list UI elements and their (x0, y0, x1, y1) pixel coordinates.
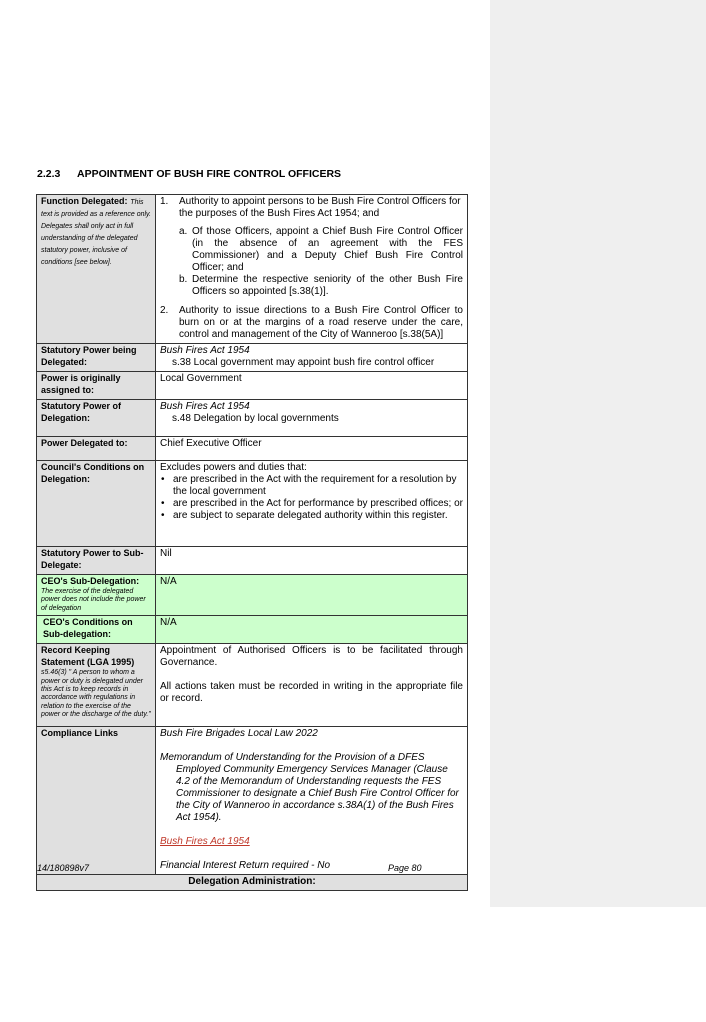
power-of-delegation-act: Bush Fires Act 1954 (160, 401, 250, 412)
ceo-conditions-label: CEO's Conditions on Sub-delegation: (43, 617, 133, 640)
compliance-financial: Financial Interest Return required - No (160, 860, 331, 872)
power-of-delegation-label: Statutory Power of Delegation: (41, 401, 122, 423)
table-row (37, 727, 468, 875)
function-note: This text is provided as a reference only. Delegates shall only act in full understanding of the delegated statutory power, inclusive of conditions [see below]. (41, 199, 151, 266)
compliance-local-law: Bush Fire Brigades Local Law 2022 (160, 728, 318, 740)
statutory-power-label: Statutory Power being Delegated: (41, 345, 137, 367)
statutory-power-section: s.38 Local government may appoint bush fire control officer (172, 357, 435, 368)
record-keeping-para-1: Appointment of Authorised Officers is to be facilitated through Governance. (160, 645, 463, 669)
record-keeping-note: s5.46(3) " A person to whom a power or duty is delegated under this Act is to keep records in accordance with regulations in relation to the exercise of the power or the discharge of the duty." (41, 669, 151, 719)
statutory-power-act: Bush Fires Act 1954 (160, 345, 250, 356)
table-row (37, 437, 468, 461)
power-of-delegation-section: s.48 Delegation by local governments (172, 413, 339, 424)
table-row (37, 644, 468, 727)
ceo-sub-delegation-label: CEO's Sub-Delegation: (41, 576, 140, 586)
ceo-sub-delegation-note: The exercise of the delegated power does not include the power of delegation (41, 588, 146, 612)
list-item: • are prescribed in the Act with the requirement for a resolution by the local government (172, 474, 463, 498)
table-row (37, 344, 468, 372)
list-item: • are subject to separate delegated authority within this register. (172, 510, 463, 522)
table-row (37, 616, 468, 644)
compliance-links-label: Compliance Links (41, 728, 119, 739)
section-heading (37, 168, 341, 180)
comment-pane (490, 0, 706, 907)
page-number: Page 80 (388, 863, 422, 873)
power-delegated-to-value: Chief Executive Officer (156, 437, 468, 461)
compliance-mou: Memorandum of Understanding for the Provision of a DFES Employed Community Emergency Services Manager (Clause 4.2 of the Memorandum of Understanding requests the FES Commissioner to designate a Chief Bush Fire Control Officer for the City of Wanneroo in accordance s.38A(1) of the Bush Fires Act 1954). (160, 752, 459, 824)
council-conditions-list (160, 474, 463, 522)
table-row (37, 875, 468, 891)
record-keeping-para-2: All actions taken must be recorded in writing in the appropriate file or record. (160, 681, 463, 705)
ceo-sub-delegation-value: N/A (156, 575, 468, 616)
list-item: • are prescribed in the Act for performance by prescribed offices; or (172, 498, 463, 510)
list-item: 1. Authority to appoint persons to be Bush Fire Control Officers for the purposes of the Bush Fires Act 1954; and (160, 196, 461, 219)
table-row (37, 575, 468, 616)
list-item: a. Of those Officers, appoint a Chief Bush Fire Control Officer (in the absence of an agreement with the FES Commissioner) and a Deputy Chief Bush Fire Control Officer; and (179, 226, 463, 273)
originally-assigned-value: Local Government (156, 372, 468, 400)
council-conditions-intro: Excludes powers and duties that: (160, 462, 307, 473)
list-item: b. Determine the respective seniority of the other Bush Fire Officers so appointed [s.38(1)]. (179, 274, 463, 297)
delegation-table (36, 194, 468, 891)
table-row (37, 372, 468, 400)
sub-delegate-value: Nil (156, 547, 468, 575)
function-delegated-value (156, 195, 468, 344)
originally-assigned-label: Power is originally assigned to: (41, 373, 121, 395)
sub-delegate-label: Statutory Power to Sub-Delegate: (41, 548, 144, 570)
function-delegated-label-cell (37, 195, 156, 344)
council-conditions-label: Council's Conditions on Delegation: (41, 462, 145, 484)
bush-fires-act-link[interactable]: Bush Fires Act 1954 (160, 836, 250, 848)
table-row (37, 547, 468, 575)
table-row (37, 461, 468, 547)
list-item: 2. Authority to issue directions to a Bush Fire Control Officer to burn on or at the margins of a road reserve under the care, control and management of the City of Wanneroo [s.38(5A)] (160, 305, 463, 340)
section-number: 2.2.3 (37, 168, 61, 180)
power-delegated-to-label: Power Delegated to: (41, 438, 128, 448)
ceo-conditions-value: N/A (156, 616, 468, 644)
table-row (37, 195, 468, 344)
delegation-administration-header: Delegation Administration: (37, 875, 468, 891)
section-title: APPOINTMENT OF BUSH FIRE CONTROL OFFICERS (77, 168, 342, 180)
record-keeping-label: Record Keeping Statement (LGA 1995) (41, 645, 135, 668)
function-delegated-label: Function Delegated: (41, 196, 128, 206)
document-id: 14/180898v7 (37, 863, 90, 873)
table-row (37, 400, 468, 437)
